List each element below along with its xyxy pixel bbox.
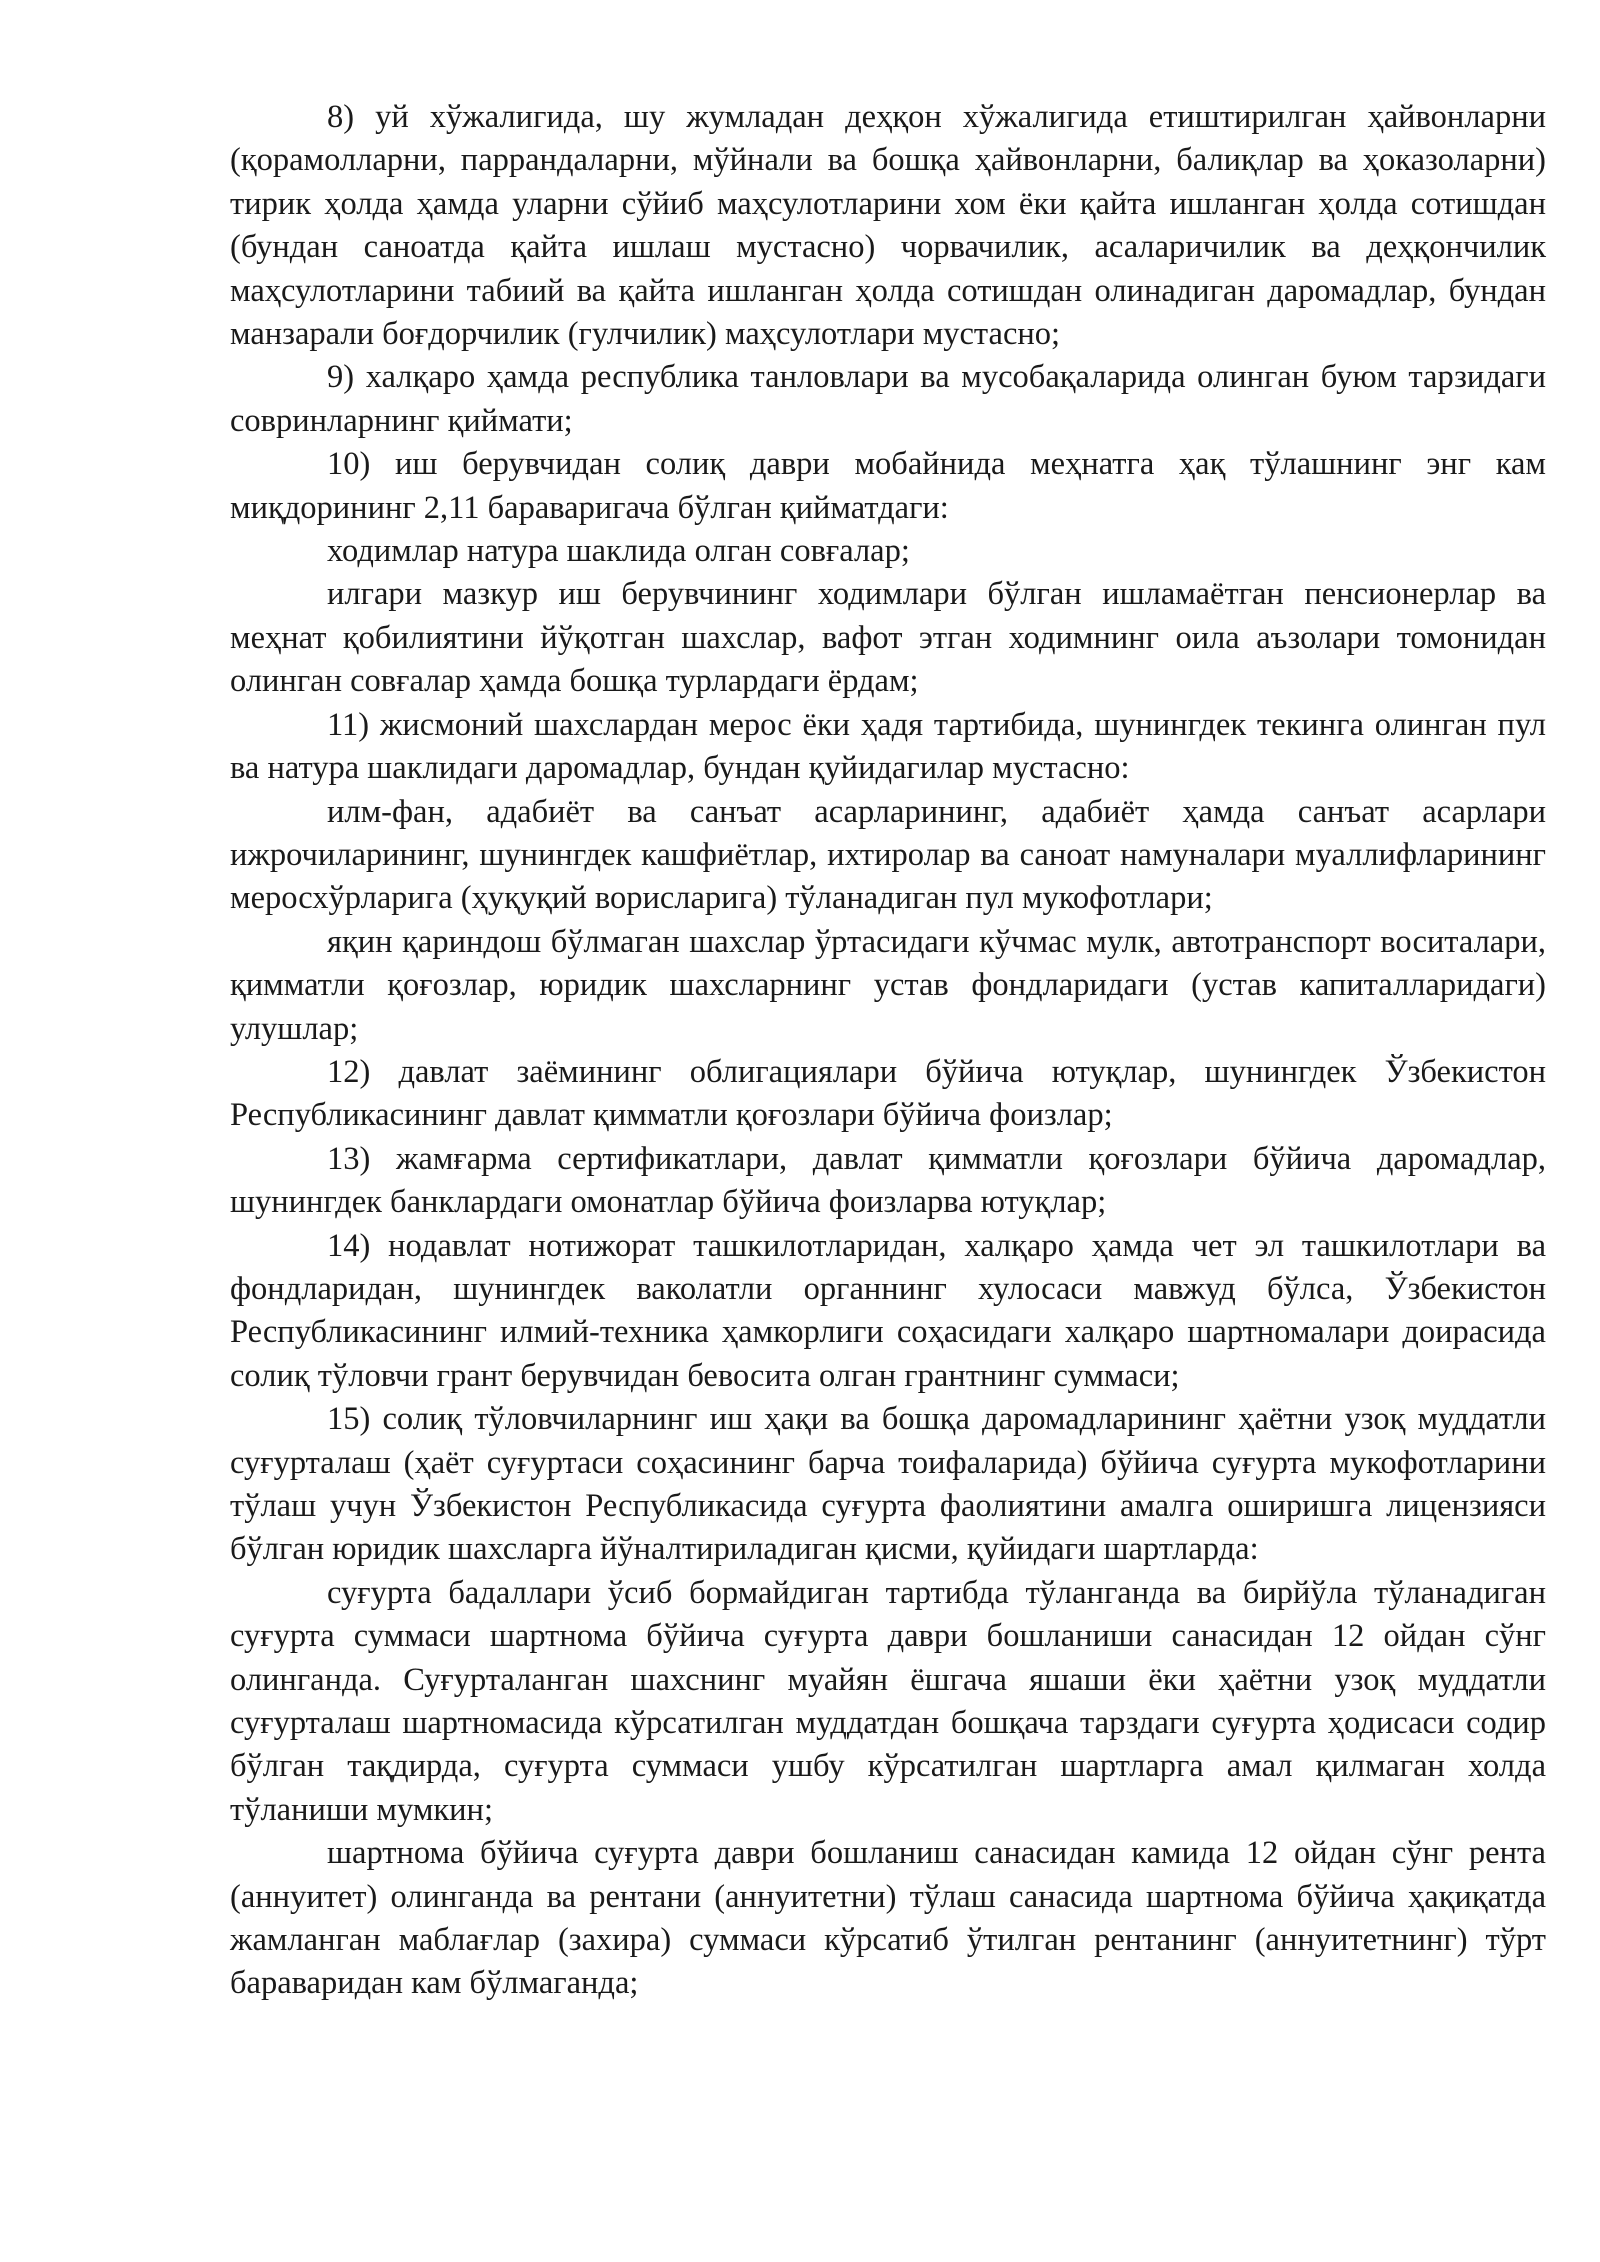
paragraph-item-15-condition-2: шартнома бўйича суғурта даври бошланиш санасидан камида 12 ойдан сўнг рента (аннуитет) олинганда ва рентани (аннуитетни) тўлаш санасида шартнома бўйича ҳақиқатда жамланган маблағлар (захира) суммаси кўрсатиб ўтилган рентанинг (аннуитетнинг) тўрт бараваридан кам бўлмаганда; [230,1835,1546,2002]
paragraph-item-8: 8) уй хўжалигида, шу жумладан деҳқон хўжалигида етиштирилган ҳайвонларни (қорамолларни, паррандаларни, мўйнали ва бошқа ҳайвонларни, балиқлар ва ҳоказоларни) тирик ҳолда ҳамда уларни сўйиб маҳсулотларини хом ёки қайта ишланган ҳолда сотишдан (бундан саноатда қайта ишлаш мустасно) чорвачилик, асаларичилик ва деҳқончилик маҳсулотларини табиий ва қайта ишланган ҳолда сотишдан олинадиган даромадлар, бундан манзарали боғдорчилик (гулчилик) маҳсулотлари мустасно; [230,99,1546,353]
paragraph-item-11-property: яқин қариндош бўлмаган шахслар ўртасидаги кўчмас мулк, автотранспорт воситалари, қимматли қоғозлар, юридик шахсларнинг устав фондларидаги (устав капиталларидаги) улушлар; [230,923,1546,1047]
paragraph-item-15-condition-1: суғурта бадаллари ўсиб бормайдиган тартибда тўланганда ва бирйўла тўланадиган суғурта суммаси шартнома бўйича суғурта даври бошланиши санасидан 12 ойдан сўнг олинганда. Суғурталанган шахснинг муайян ёшгача яшаши ёки ҳаётни узоқ муддатли суғурталаш шартномасида кўрсатилган муддатдан бошқача тарздаги суғурта ҳодисаси содир бўлган тақдирда, суғурта суммаси ушбу кўрсатилган шартларга амал қилмаган холда тўланиши мумкин; [230,1574,1546,1828]
paragraph-item-10-gifts: ходимлар натура шаклида олган совғалар; [327,533,910,570]
document-page [230,96,1546,2006]
paragraph-item-13: 13) жамғарма сертификатлари, давлат қимматли қоғозлари бўйича даромадлар, шунингдек банклардаги омонатлар бўйича фоизларва ютуқлар; [230,1140,1546,1221]
paragraph-item-15: 15) солиқ тўловчиларнинг иш ҳақи ва бошқа даромадларининг ҳаётни узоқ муддатли суғурталаш (ҳаёт суғуртаси соҳасининг барча тоифаларида) бўйича суғурта мукофотларини тўлаш учун Ўзбекистон Республикасида суғурта фаолиятини амалга оширишга лицензияси бўлган юридик шахсларга йўналтириладиган қисми, қуйидаги шартларда: [230,1401,1546,1568]
paragraph-item-11-awards: илм-фан, адабиёт ва санъат асарларининг, адабиёт ҳамда санъат асарлари ижрочиларининг, шунингдек кашфиётлар, ихтиролар ва саноат намуналари муаллифларининг меросхўрларига (ҳуқуқий ворисларига) тўланадиган пул мукофотлари; [230,793,1546,917]
paragraph-item-14: 14) нодавлат нотижорат ташкилотларидан, халқаро ҳамда чет эл ташкилотлари ва фондларидан, шунингдек ваколатли органнинг хулосаси мавжуд бўлса, Ўзбекистон Республикасининг илмий-техника ҳамкорлиги соҳасидаги халқаро шартномалари доирасида солиқ тўловчи грант берувчидан бевосита олган грантнинг суммаси; [230,1227,1546,1394]
paragraph-item-11: 11) жисмоний шахслардан мерос ёки ҳадя тартибида, шунингдек текинга олинган пул ва натура шаклидаги даромадлар, бундан қуйидагилар мустасно: [230,706,1546,787]
paragraph-item-9: 9) халқаро ҳамда республика танловлари ва мусобақаларида олинган буюм тарзидаги совринларнинг қиймати; [230,359,1546,439]
paragraph-item-10-pensioners: илгари мазкур иш берувчининг ходимлари бўлган ишламаётган пенсионерлар ва меҳнат қобилиятини йўқотган шахслар, вафот этган ходимнинг оила аъзолари томонидан олинган совғалар ҳамда бошқа турлардаги ёрдам; [230,576,1546,700]
paragraph-item-10: 10) иш берувчидан солиқ даври мобайнида меҳнатга ҳақ тўлашнинг энг кам миқдорининг 2,11 бараваригача бўлган қийматдаги: [230,446,1546,526]
paragraph-item-12: 12) давлат заёмининг облигациялари бўйича ютуқлар, шунингдек Ўзбекистон Республикасининг давлат қимматли қоғозлари бўйича фоизлар; [230,1053,1546,1134]
